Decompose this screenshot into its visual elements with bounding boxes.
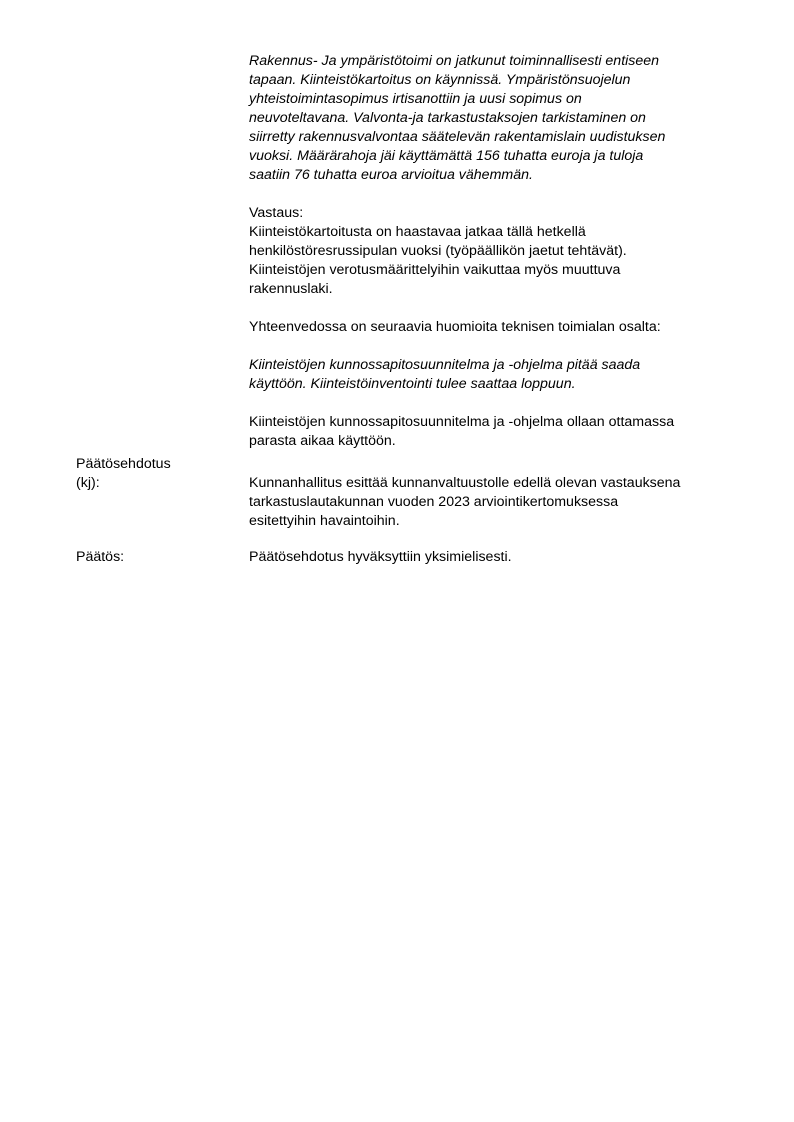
intro-paragraph: Rakennus- Ja ympäristötoimi on jatkunut toiminnallisesti entiseen tapaan. Kiinteistökartoitus on käynnissä. Ympäristönsuojelun yhteistoimintasopimus irtisanottiin ja uusi sopimus on neuvoteltavana. Valvonta-ja tarkastustaksojen tarkistaminen on siirretty rakennusvalvontaa säätelevän rakentamislain uudistuksen vuoksi. Määrärahoja jäi käyttämättä 156 tuhatta euroja ja tuloja saatiin 76 tuhatta euroa arvioitua vähemmän.	[249, 53, 666, 183]
summary-answer-paragraph: Kiinteistöjen kunnossapitosuunnitelma ja -ohjelma ollaan ottamassa parasta aikaa käyttöön.	[249, 414, 675, 449]
summary-remark-paragraph: Kiinteistöjen kunnossapitosuunnitelma ja -ohjelma pitää saada käyttöön. Kiinteistöinventointi tulee saattaa loppuun.	[249, 357, 641, 392]
decision-label: Päätös:	[76, 549, 125, 565]
answer-paragraph: Kiinteistökartoitusta on haastavaa jatkaa tällä hetkellä henkilöstöresrussipulan vuoksi (työpäällikön jaetut tehtävät). Kiinteistöjen verotusmäärittelyihin vaikuttaa myös muuttuva rakennuslaki.	[249, 224, 627, 297]
proposal-label: Päätösehdotus (kj):	[76, 456, 171, 491]
answer-heading: Vastaus:	[249, 205, 304, 221]
document-body	[249, 52, 739, 451]
summary-paragraph: Yhteenvedossa on seuraavia huomioita teknisen toimialan osalta:	[249, 319, 661, 335]
decision-text: Päätösehdotus hyväksyttiin yksimielisesti.	[249, 549, 512, 565]
proposal-text: Kunnanhallitus esittää kunnanvaltuustolle edellä olevan vastauksena tarkastuslautakunnan vuoden 2023 arviointikertomuksessa esitettyihin havaintoihin.	[249, 475, 681, 529]
